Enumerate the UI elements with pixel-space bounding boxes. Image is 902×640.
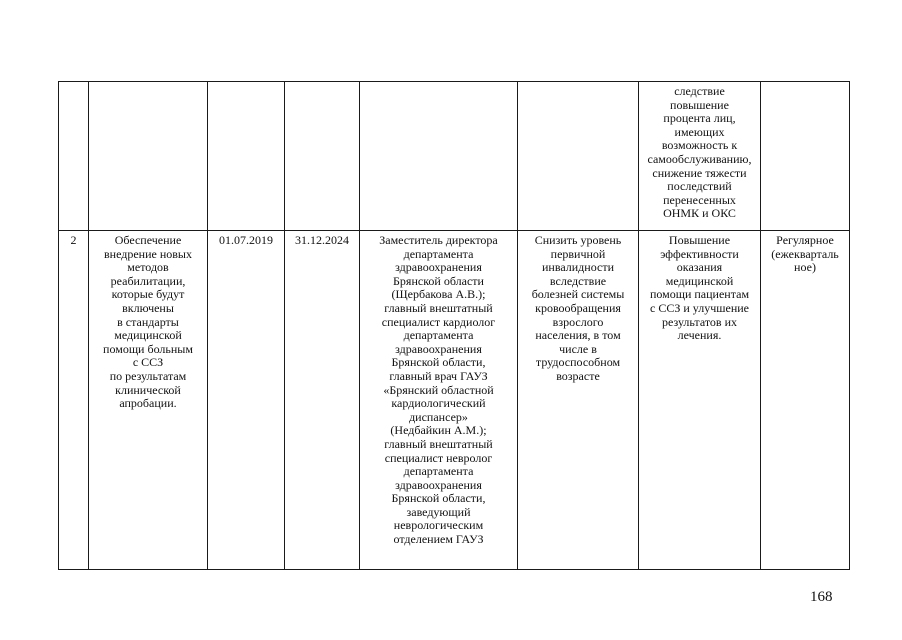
- cell-event: Обеспечение внедрение новых методов реабилитации, которые будут включены в стандарты медицинской помощи больным с ССЗ по результатам клинической апробации.: [89, 231, 208, 570]
- cell-event: [89, 82, 208, 231]
- cell-end-date: 31.12.2024: [285, 231, 360, 570]
- cell-goal: Снизить уровень первичной инвалидности вследствие болезней системы кровообращения взрослого населения, в том числе в трудоспособном возрасте: [518, 231, 639, 570]
- cell-result: следствие повышение процента лиц, имеющих возможность к самообслуживанию, снижение тяжести последствий перенесенных ОНМК и ОКС: [639, 82, 761, 231]
- cell-end-date: [285, 82, 360, 231]
- cell-frequency: Регулярное (ежекварталь ное): [761, 231, 850, 570]
- table-row: [59, 231, 850, 570]
- cell-result: Повышение эффективности оказания медицинской помощи пациентам с ССЗ и улучшение результатов их лечения.: [639, 231, 761, 570]
- cell-start-date: 01.07.2019: [208, 231, 285, 570]
- page-number: 168: [810, 589, 833, 605]
- cell-start-date: [208, 82, 285, 231]
- table-row: [59, 82, 850, 231]
- cell-responsible: [360, 82, 518, 231]
- cell-number: [59, 82, 89, 231]
- cell-frequency: [761, 82, 850, 231]
- activity-table: [58, 81, 850, 570]
- cell-goal: [518, 82, 639, 231]
- cell-number: 2: [59, 231, 89, 570]
- cell-responsible: Заместитель директора департамента здравоохранения Брянской области (Щербакова А.В.); главный внештатный специалист кардиолог департамента здравоохранения Брянской области, главный врач ГАУЗ «Брянский областной кардиологический диспансер» (Недбайкин А.М.); главный внештатный специалист невролог департамента здравоохранения Брянской области, заведующий неврологическим отделением ГАУЗ: [360, 231, 518, 570]
